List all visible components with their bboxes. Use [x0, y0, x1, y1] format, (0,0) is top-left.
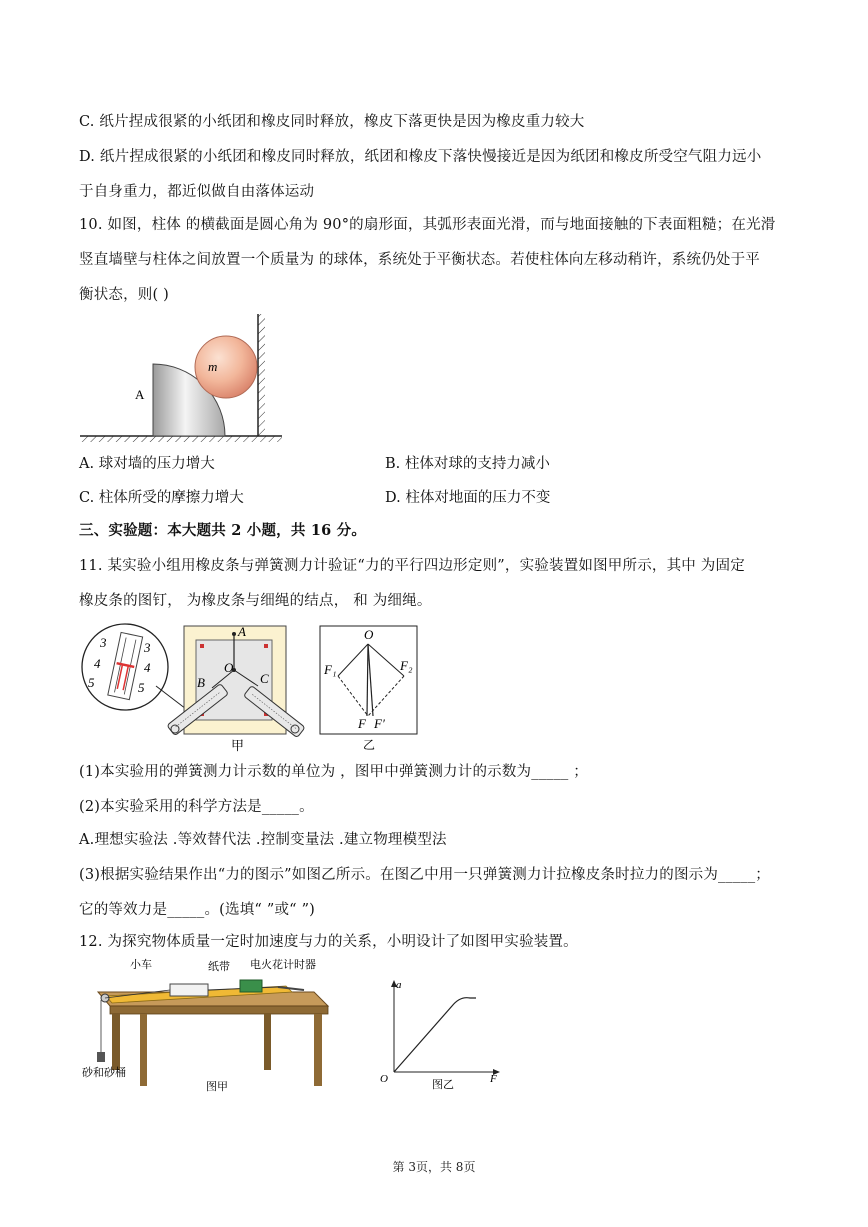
- label-o: O: [364, 627, 374, 642]
- table-leg: [314, 1014, 322, 1086]
- wall-hatching: [258, 314, 265, 436]
- bucket: [97, 1052, 105, 1062]
- q9-option-c: C. 纸片捏成很紧的小纸团和橡皮同时释放，橡皮下落更快是因为橡皮重力较大: [79, 114, 585, 130]
- gauge-num-right-5: 5: [138, 680, 145, 695]
- q11-figure-jia: [78, 620, 310, 754]
- label-b: B: [197, 675, 205, 690]
- q12-stem: 12. 为探究物体质量一定时加速度与力的关系，小明设计了如图甲实验装置。: [79, 934, 578, 950]
- gauge-num-left-5: 5: [88, 675, 95, 690]
- caption-jia: 图甲: [206, 1080, 228, 1093]
- label-a: a: [396, 979, 402, 991]
- q10-stem-line1: 10. 如图，柱体 的横截面是圆心角为 90°的扇形面，其弧形表面光滑，而与地面接触的下表面粗糙；在光滑: [79, 217, 776, 233]
- caption-jia: 甲: [231, 739, 245, 754]
- a-f-curve: [394, 998, 476, 1072]
- table-leg: [264, 1014, 271, 1070]
- label-timer: 电火花计时器: [250, 958, 316, 971]
- q10-option-d: D. 柱体对地面的压力不变: [385, 490, 551, 506]
- q11-sub2: (2)本实验采用的科学方法是_____。: [79, 799, 314, 815]
- cart: [170, 984, 208, 996]
- q11-sub3-line2: 它的等效力是_____。(选填“ ”或“ ”): [79, 902, 316, 918]
- label-cart: 小车: [130, 958, 152, 971]
- page-footer: 第 3页，共 8页: [392, 1160, 476, 1174]
- gauge-num-right-3: 3: [144, 640, 151, 655]
- q11-sub2-options: A.理想实验法 .等效替代法 .控制变量法 .建立物理模型法: [79, 832, 447, 848]
- label-f1: F₁: [324, 662, 337, 677]
- q12-figure-yi: [374, 978, 504, 1090]
- q10-option-b: B. 柱体对球的支持力减小: [385, 456, 550, 472]
- label-c: C: [260, 671, 269, 686]
- q11-sub1: (1)本实验用的弹簧测力计示数的单位为 ，图甲中弹簧测力计的示数为_____ ；: [79, 764, 589, 780]
- label-f: F: [358, 716, 366, 731]
- gauge-num-left-3: 3: [100, 635, 107, 650]
- q11-stem-line2: 橡皮条的图钉， 为橡皮条与细绳的结点， 和 为细绳。: [79, 593, 432, 609]
- label-fp: F′: [374, 716, 385, 731]
- q10-stem-line3: 衡状态，则( ): [79, 287, 170, 303]
- table-leg: [140, 1014, 147, 1086]
- label-a: A: [135, 387, 145, 402]
- caption-yi: 乙: [363, 738, 376, 752]
- section-title: 三、实验题：本大题共 2 小题，共 16 分。: [79, 522, 367, 539]
- spark-timer: [240, 980, 262, 992]
- q12-figure-jia: [78, 956, 338, 1096]
- label-m: m: [208, 359, 218, 374]
- gauge-num-left-4: 4: [94, 656, 101, 671]
- frame: [320, 626, 417, 734]
- q10-option-c: C. 柱体所受的摩擦力增大: [79, 490, 244, 506]
- q10-stem-line2: 竖直墙壁与柱体之间放置一个质量为 的球体，系统处于平衡状态。若使柱体向左移动稍许，系统仍处于平: [79, 252, 761, 268]
- label-o: O: [224, 660, 234, 675]
- label-f: F: [490, 1073, 497, 1085]
- label-a: A: [238, 624, 246, 639]
- q11-sub3-line1: (3)根据实验结果作出“力的图示”如图乙所示。在图乙中用一只弹簧测力计拉橡皮条时拉力的图示为_____；: [79, 867, 771, 883]
- q11-figure-yi: [318, 624, 422, 754]
- ground-hatching: [80, 436, 282, 442]
- label-o: O: [380, 1073, 388, 1085]
- q10-option-a: A. 球对墙的压力增大: [79, 456, 215, 472]
- q10-figure: [78, 310, 288, 445]
- ball: [195, 336, 257, 398]
- label-bucket: 砂和砂桶: [82, 1066, 126, 1079]
- label-tape: 纸带: [208, 960, 230, 973]
- q9-option-d-line1: D. 纸片捏成很紧的小纸团和橡皮同时释放，纸团和橡皮下落快慢接近是因为纸团和橡皮所受空气阻力远小: [79, 149, 762, 165]
- label-f2: F₂: [400, 658, 413, 673]
- caption-yi: 图乙: [432, 1078, 454, 1090]
- table-leg: [112, 1014, 120, 1070]
- gauge-num-right-4: 4: [144, 660, 151, 675]
- q11-stem-line1: 11. 某实验小组用橡皮条与弹簧测力计验证“力的平行四边形定则”，实验装置如图甲所示，其中 为固定: [79, 558, 745, 574]
- q9-option-d-line2: 于自身重力，都近似做自由落体运动: [79, 184, 315, 200]
